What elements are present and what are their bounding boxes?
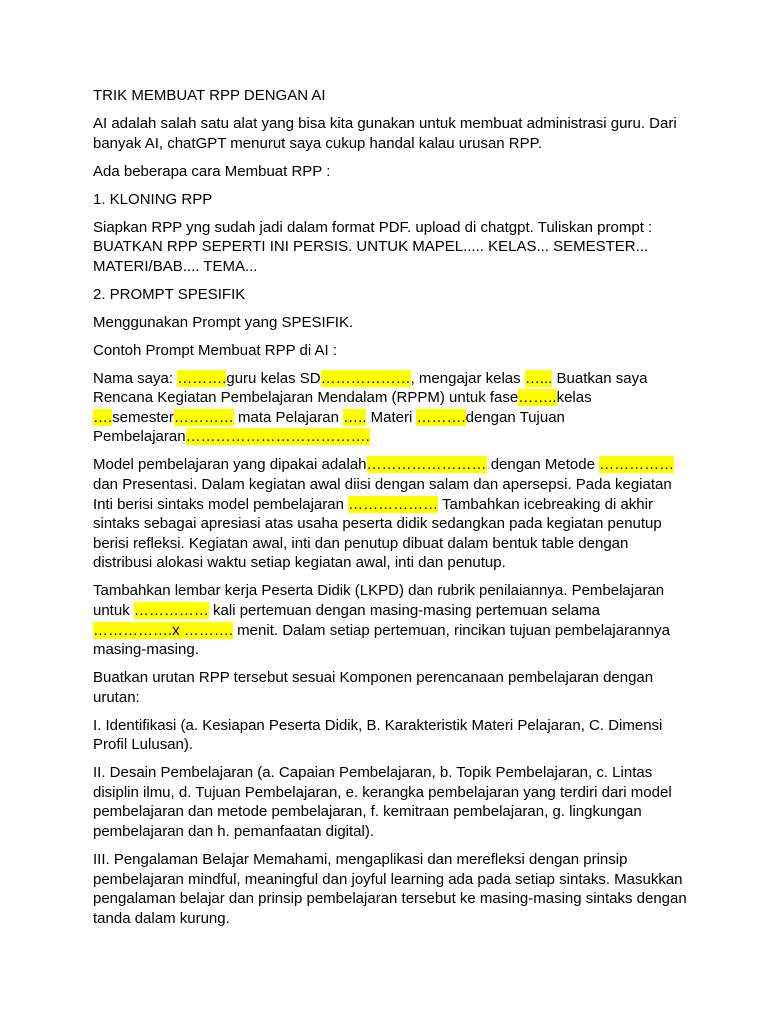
text-run: Nama saya: bbox=[93, 369, 178, 387]
ways-intro-paragraph: Ada beberapa cara Membuat RPP : bbox=[93, 162, 331, 180]
text-run: menit. Dalam setiap pertemuan, rincikan tujuan pembelajarannya masing-masing. bbox=[93, 621, 670, 659]
component-pengalaman-belajar: III. Pengalaman Belajar Memahami, mengaplikasi dan merefleksi dengan prinsip pembelajaran mindful, meaningful dan joyful learning ada pada setiap sintaks. Masukkan pengalaman belajar dan prinsip pembelajaran tersebut ke masing-masing sintaks dengan tanda dalam kurung. bbox=[93, 851, 687, 927]
blank-highlight: ….. bbox=[343, 408, 367, 426]
text-run: Model pembelajaran yang dipakai adalah bbox=[93, 456, 367, 474]
blank-highlight: …………………… bbox=[366, 456, 487, 474]
prompt-paragraph-3 bbox=[93, 581, 688, 659]
blank-highlight: ………. bbox=[416, 408, 466, 426]
blank-highlight: ……………… bbox=[320, 369, 411, 387]
text-run: Materi bbox=[366, 408, 417, 426]
blank-highlight: …………… bbox=[133, 601, 209, 619]
text-run: Buatkan saya Rencana Kegiatan Pembelajaran Mendalam (RPPM) untuk fase bbox=[93, 369, 648, 407]
blank-highlight: …. bbox=[93, 408, 113, 426]
component-identifikasi: I. Identifikasi (a. Kesiapan Peserta Didik, B. Karakteristik Materi Pelajaran, C. Dimensi Profil Lulusan). bbox=[93, 716, 663, 754]
blank-highlight: ……………… bbox=[348, 495, 439, 513]
intro-paragraph: AI adalah salah satu alat yang bisa kita gunakan untuk membuat administrasi guru. Dari banyak AI, chatGPT menurut saya cukup handal kalau urusan RPP. bbox=[93, 114, 677, 152]
blank-highlight: ………. bbox=[177, 369, 227, 387]
text-run: dengan Tujuan Pembelajaran bbox=[93, 408, 565, 446]
prompt-paragraph-2 bbox=[93, 455, 688, 573]
order-intro-paragraph: Buatkan urutan RPP tersebut sesuai Komponen perencanaan pembelajaran dengan urutan: bbox=[93, 669, 654, 706]
text-run: guru kelas SD bbox=[226, 369, 321, 387]
blank-highlight: …………….x ………. bbox=[93, 621, 234, 639]
text-run: semester bbox=[112, 408, 174, 426]
example-heading: Contoh Prompt Membuat RPP di AI : bbox=[93, 341, 338, 359]
blank-highlight: …... bbox=[524, 369, 553, 387]
text-run: kelas bbox=[556, 389, 592, 407]
text-run: dan Presentasi. Dalam kegiatan awal diisi dengan salam dan apersepsi. Pada kegiatan Inti berisi sintaks model pembelajaran bbox=[93, 476, 672, 513]
blank-highlight: …………… bbox=[599, 456, 675, 474]
text-run: , mengajar kelas bbox=[410, 369, 525, 387]
text-run: Tambahkan icebreaking di akhir sintaks sebagai apresiasi atas usaha peserta didik sedangkan pada kegiatan penutup berisi refleksi. Kegiatan awal, inti dan penutup dibuat dalam bentuk table dengan distribusi alokasi waktu setiap kegiatan awal, inti dan penutup. bbox=[93, 495, 662, 572]
blank-highlight: ………………………………. bbox=[185, 428, 370, 446]
section-1-heading: 1. KLONING RPP bbox=[93, 190, 213, 208]
section-1-body: Siapkan RPP yng sudah jadi dalam format PDF. upload di chatgpt. Tuliskan prompt : BUATKAN RPP SEPERTI INI PERSIS. UNTUK MAPEL..... KELAS... SEMESTER... MATERI/BAB.... TEMA... bbox=[93, 218, 653, 275]
blank-highlight: ………… bbox=[173, 408, 234, 426]
text-run: Tambahkan lembar kerja Peserta Didik (LKPD) dan rubrik penilaiannya. Pembelajaran untuk bbox=[93, 582, 665, 619]
blank-highlight: …….. bbox=[518, 389, 557, 407]
section-2-heading: 2. PROMPT SPESIFIK bbox=[93, 285, 246, 303]
prompt-paragraph-1 bbox=[93, 369, 688, 447]
text-run: kali pertemuan dengan masing-masing pertemuan selama bbox=[208, 601, 600, 619]
text-run: mata Pelajaran bbox=[233, 408, 344, 426]
component-desain-pembelajaran: II. Desain Pembelajaran (a. Capaian Pembelajaran, b. Topik Pembelajaran, c. Lintas disiplin ilmu, d. Tujuan Pembelajaran, e. kerangka pembelajaran yang terdiri dari model pembelajaran dan metode pembelajaran, f. kemitraan pembelajaran, g. lingkungan pembelajaran dan h. pemanfaatan digital). bbox=[93, 764, 672, 841]
text-run: dengan Metode bbox=[486, 456, 600, 474]
section-2-body: Menggunakan Prompt yang SPESIFIK. bbox=[93, 313, 354, 331]
document-title: TRIK MEMBUAT RPP DENGAN AI bbox=[93, 87, 326, 104]
